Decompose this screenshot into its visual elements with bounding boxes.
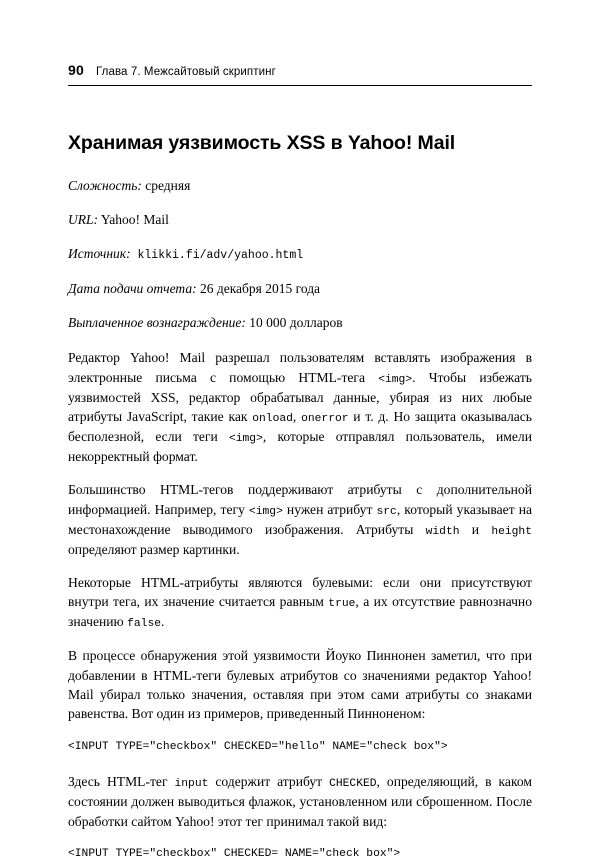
meta-item-report-date — [68, 280, 532, 298]
running-head: Глава 7. Межсайтовый скриптинг — [95, 66, 276, 78]
meta-item-source — [68, 245, 532, 264]
header-divider — [68, 85, 532, 86]
meta-value-bounty: 10 000 долларов — [245, 315, 343, 331]
inline-code: width — [425, 525, 460, 538]
code-block-sanitized: <INPUT TYPE="checkbox" CHECKED= NAME="check box"> — [68, 847, 401, 860]
paragraph-2: Большинство HTML-тегов поддерживают атрибуты с дополнительной информацией. Например, тегу <img> нужен атрибут src, который указывает на местонахождение выводимого изображения. Атрибуты width и height определяют размер картинки. — [68, 482, 533, 557]
page-header — [68, 0, 532, 78]
page-number: 90 — [68, 62, 84, 78]
body-text — [68, 348, 532, 861]
metadata-list — [68, 177, 532, 332]
inline-code: input — [174, 778, 209, 791]
meta-label-difficulty: Сложность: — [68, 178, 142, 193]
meta-value-difficulty: средняя — [141, 178, 191, 193]
meta-value-source-text: klikki.fi/adv/yahoo.html — [130, 249, 304, 263]
paragraph-5: Здесь HTML-тег input содержит атрибут CHECKED, определяющий, в каком состоянии должен выводиться флажок, установленном или сброшенном. После обработки сайтом Yahoo! этот тег принимал такой вид: — [68, 774, 533, 829]
code-block-original: <INPUT TYPE="checkbox" CHECKED="hello" NAME="check box"> — [68, 740, 448, 753]
inline-code: <img> — [248, 505, 283, 518]
inline-code: true — [328, 598, 356, 611]
meta-value-url: Yahoo! Mail — [98, 212, 169, 228]
inline-code: false — [127, 618, 162, 631]
inline-code: <img> — [228, 433, 263, 446]
meta-label-bounty: Выплаченное вознаграждение: — [68, 315, 246, 331]
meta-item-difficulty — [68, 177, 532, 195]
inline-code: onerror — [301, 413, 349, 426]
meta-item-url — [68, 211, 532, 229]
page-title: Хранимая уязвимость XSS в Yahoo! Mail — [68, 132, 456, 154]
paragraph-4: В процессе обнаружения этой уязвимости Йоуко Пиннонен заметил, что при добавлении в HTML-теги булевых атрибутов со значениями редактор Yahoo! Mail убирал только значения, оставляя при этом сами атрибуты со знаками равенства. Вот один из примеров, приведенный Пинноненом: — [68, 648, 532, 722]
inline-code: CHECKED — [329, 778, 377, 791]
meta-value-source — [131, 249, 304, 262]
meta-label-url: URL: — [68, 212, 98, 228]
meta-item-bounty — [68, 314, 532, 332]
meta-label-report-date: Дата подачи отчета: — [68, 280, 197, 296]
inline-code: src — [376, 505, 397, 518]
inline-code: onload — [252, 413, 293, 426]
meta-value-report-date: 26 декабря 2015 года — [196, 280, 321, 296]
inline-code: <img> — [378, 373, 413, 386]
paragraph-1: Редактор Yahoo! Mail разрешал пользователям вставлять изображения в электронные письма с помощью HTML-тега <img>. Чтобы избежать уязвимостей XSS, редактор обрабатывал данные, убирая из них любые атрибуты JavaScript, такие как onload, onerror и т. д. Но защита оказывалась бесполезной, если теги <img>, которые отправлял пользователь, имели некорректный формат. — [68, 350, 533, 465]
meta-label-source: Источник: — [68, 246, 131, 262]
paragraph-3: Некоторые HTML-атрибуты являются булевыми: если они присутствуют внутри тега, их значение считается равным true, а их отсутствие равнозначно значению false. — [68, 575, 532, 631]
inline-code: height — [491, 525, 532, 538]
